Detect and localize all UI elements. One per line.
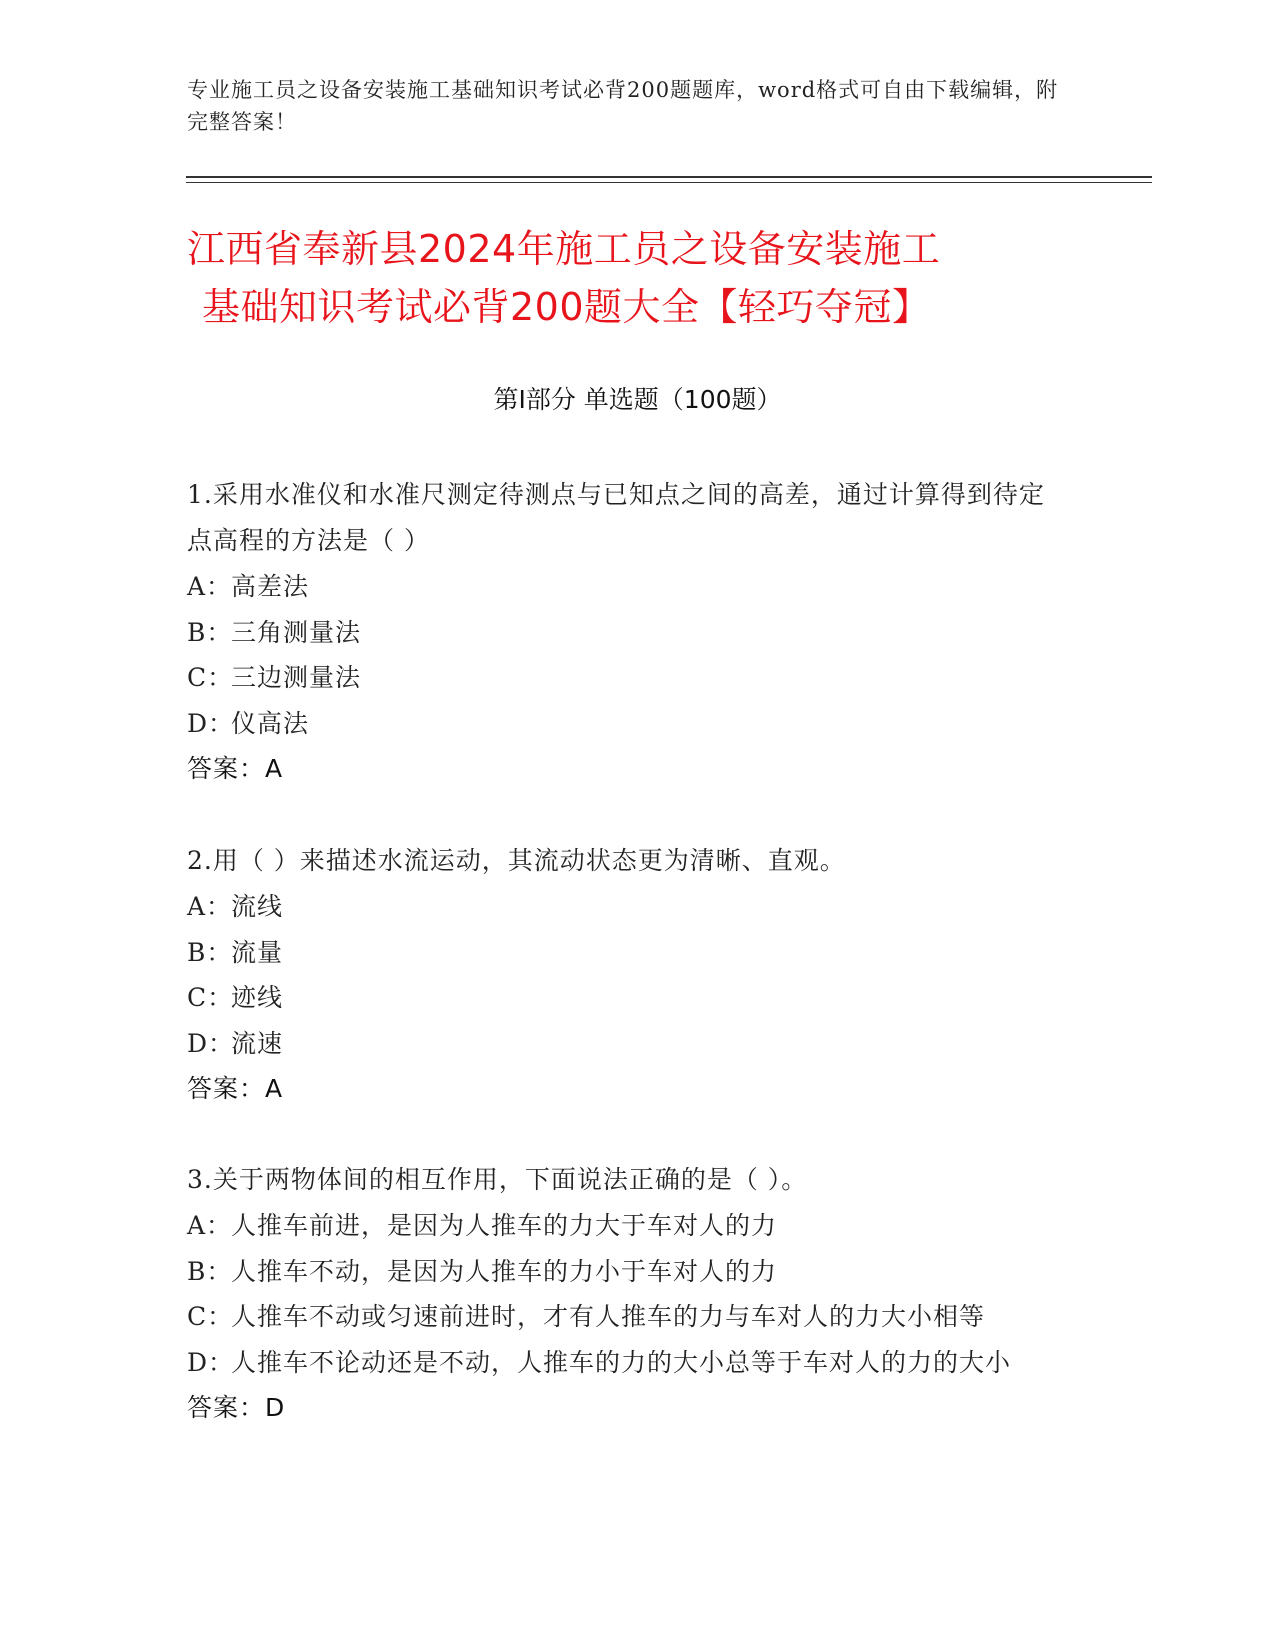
header-divider [186,176,1152,178]
option-text: 人推车前进，是因为人推车的力大于车对人的力 [231,1211,778,1240]
answer-label: 答案： [187,1393,266,1422]
title-line-2: 基础知识考试必背200题大全【轻巧夺冠】 [202,285,931,329]
question-stem: 2.用（ ）来描述水流运动，其流动状态更为清晰、直观。 [187,846,846,875]
option-b [187,610,1067,656]
header-note: 专业施工员之设备安装施工基础知识考试必背200题题库，word格式可自由下载编辑，附完整答案！ [187,78,1059,134]
answer-value: A [265,1074,284,1103]
option-text: 流量 [231,937,284,967]
option-text: 高差法 [231,572,310,601]
option-text: 迹线 [231,983,284,1012]
option-key: B： [187,937,233,967]
option-text: 人推车不动，是因为人推车的力小于车对人的力 [231,1256,778,1286]
option-key: D： [187,708,235,738]
option-d [187,1021,1067,1067]
option-key: A： [187,1211,233,1240]
option-key: C： [187,983,234,1012]
option-text: 三边测量法 [231,663,362,692]
option-key: D： [187,1347,235,1377]
option-c [187,975,1067,1021]
question-2 [187,838,1067,1112]
option-key: A： [187,572,233,601]
option-key: D： [187,1028,235,1058]
option-key: C： [187,663,234,692]
option-text: 人推车不动或匀速前进时，才有人推车的力与车对人的力大小相等 [231,1302,986,1331]
option-key: B： [187,617,233,647]
answer-value: D [265,1393,286,1422]
option-text: 仪高法 [231,708,310,738]
option-a [187,884,1067,930]
header-divider-thin [186,182,1152,183]
option-key: C： [187,1302,234,1331]
question-3 [187,1157,1067,1431]
document-title [187,220,1087,336]
option-text: 人推车不论动还是不动，人推车的力的大小总等于车对人的力的大小 [231,1347,1012,1377]
option-d [187,701,1067,747]
option-b [187,930,1067,976]
answer-value: A [265,754,284,783]
answer-line [187,746,1067,792]
answer-line [187,1385,1067,1431]
option-text: 流速 [231,1028,284,1058]
option-a [187,564,1067,610]
option-text: 流线 [231,892,284,921]
option-c [187,1294,1067,1340]
option-c [187,655,1067,701]
option-b [187,1249,1067,1295]
question-1 [187,472,1067,792]
option-key: B： [187,1256,233,1286]
section-heading: 第I部分 单选题（100题） [493,385,782,414]
title-line-1: 江西省奉新县2024年施工员之设备安装施工 [187,227,941,271]
question-stem: 3.关于两物体间的相互作用，下面说法正确的是（ ）。 [187,1165,808,1194]
answer-label: 答案： [187,1074,266,1103]
option-key: A： [187,892,233,921]
option-d [187,1340,1067,1386]
option-text: 三角测量法 [231,617,362,647]
answer-label: 答案： [187,754,266,783]
option-a [187,1203,1067,1249]
question-stem: 1.采用水准仪和水准尺测定待测点与已知点之间的高差，通过计算得到待定点高程的方法是（ ） [187,480,1045,555]
answer-line [187,1066,1067,1112]
